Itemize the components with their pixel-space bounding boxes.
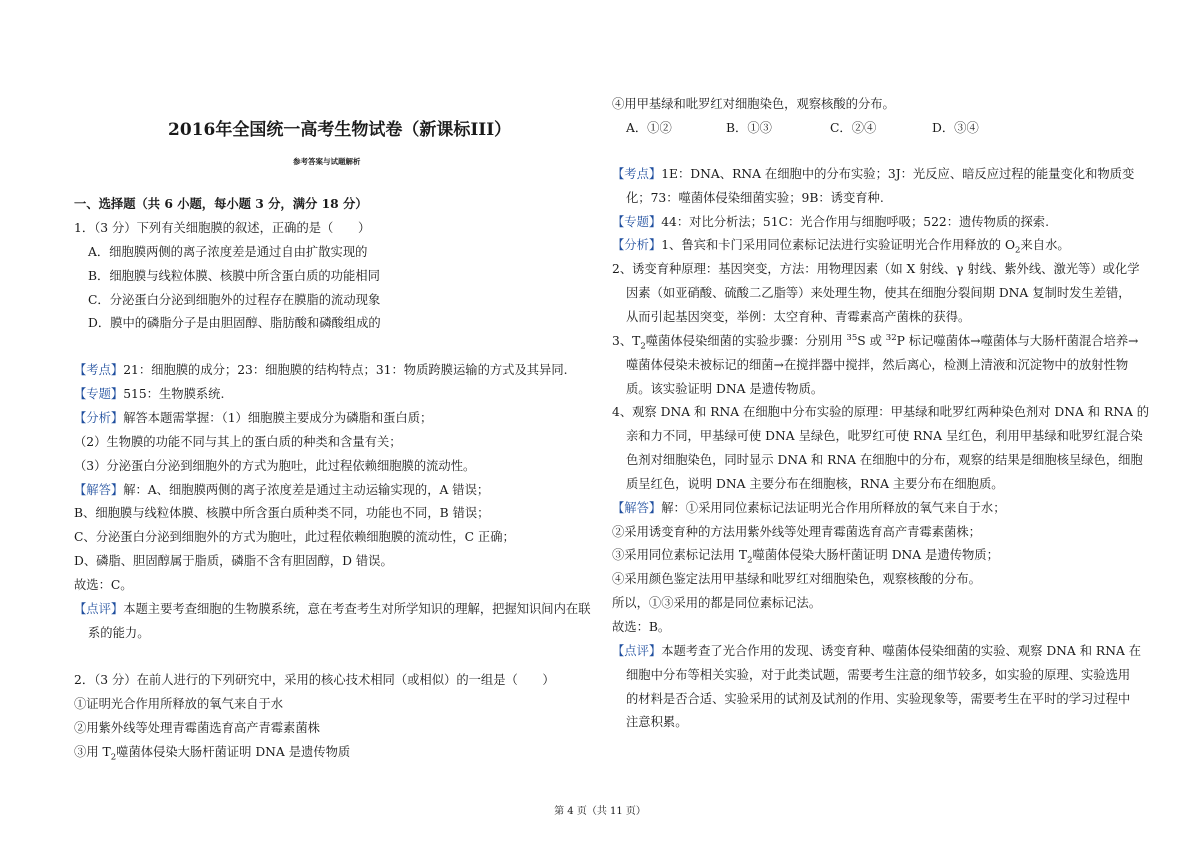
q2-fenxi-4-line-4: 质呈红色，说明 DNA 主要分布在细胞核，RNA 主要分布在细胞质。: [626, 477, 1004, 491]
q2-fenxi-3-sub: 2: [640, 341, 646, 352]
q2-item-3-pre: ③用 T: [74, 745, 111, 759]
fenxi-tag: 【分析】: [74, 411, 124, 425]
q2-jieda-2: ②采用诱变育种的方法用紫外线等处理青霉菌选育高产青霉素菌株；: [612, 525, 981, 539]
q1-zhuanti: [74, 386, 224, 402]
q1-jieda-line-2: B、细胞膜与线粒体膜、核膜中所含蛋白质种类不同，功能也不同，B 错误；: [74, 506, 490, 520]
fenxi-tag: 【分析】: [612, 238, 662, 252]
q1-dianping-line-1: 本题主要考查细胞的生物膜系统，意在考查考生对所学知识的理解，把握知识间内在联: [123, 602, 591, 616]
q2-dianping-line-3: 的材料是否合适、实验采用的试剂及试剂的作用、实验现象等，需要考生在平时的学习过程中: [626, 692, 1131, 706]
q2-fenxi-1-sub: 2: [1015, 245, 1021, 256]
page-subtitle: 参考答案与试题解析: [293, 157, 361, 166]
q2-item-3-sub: 2: [110, 752, 117, 763]
q2-item-4: ④用甲基绿和吡罗红对细胞染色，观察核酸的分布。: [612, 97, 895, 111]
q2-fenxi-3-a: 3、T: [612, 334, 641, 348]
q2-fenxi-4-line-2: 亲和力不同，甲基绿可使 DNA 呈绿色，吡罗红可使 RNA 呈红色，利用甲基绿和吡罗红混合染: [626, 429, 1143, 443]
q2-item-3: [74, 744, 351, 763]
q2-fenxi-3-sup-1: 35: [846, 332, 858, 343]
q1-fenxi-line-3: （3）分泌蛋白分泌到细胞外的方式为胞吐，此过程依赖细胞膜的流动性。: [74, 459, 476, 473]
q1-fenxi: [74, 410, 432, 426]
q2-fenxi-4-line-1: 4、观察 DNA 和 RNA 在细胞中分布实验的原理：甲基绿和吡罗红两种染色剂对 DNA 和 RNA 的: [612, 405, 1150, 419]
dianping-tag: 【点评】: [612, 644, 662, 658]
q2-fenxi-1-post: 来自水。: [1020, 238, 1070, 252]
zhuanti-tag: 【专题】: [612, 215, 662, 229]
q2-stem: 2．（3 分）在前人进行的下列研究中，采用的核心技术相同（或相似）的一组是（ ）: [74, 673, 555, 687]
q1-kaodian: [74, 362, 568, 378]
q2-fenxi-1: [612, 237, 1070, 256]
q1-stem: 1．（3 分）下列有关细胞膜的叙述，正确的是（ ）: [74, 221, 371, 235]
q1-jieda: [74, 482, 489, 498]
q2-option-b: B．①③: [726, 121, 772, 135]
q2-option-a: A．①②: [626, 121, 672, 135]
q2-kaodian: [612, 166, 1134, 182]
kaodian-tag: 【考点】: [612, 167, 662, 181]
section-heading: 一、选择题（共 6 小题，每小题 3 分，满分 18 分）: [74, 196, 368, 211]
dianping-tag: 【点评】: [74, 602, 124, 616]
q2-kaodian-line-1: 1E：DNA、RNA 在细胞中的分布实验；3J：光反应、暗反应过程的能量变化和物质变: [661, 167, 1135, 181]
q2-item-2: ②用紫外线等处理青霉菌选育高产青霉素菌株: [74, 721, 320, 735]
jieda-tag: 【解答】: [612, 501, 662, 515]
q1-jieda-line-1: 解：A、细胞膜两侧的离子浓度差是通过主动运输实现的，A 错误；: [123, 483, 490, 497]
q1-jieda-line-3: C、分泌蛋白分泌到细胞外的方式为胞吐，此过程依赖细胞膜的流动性，C 正确；: [74, 530, 515, 544]
q2-fenxi-3-line-2: 噬菌体侵染未被标记的细菌→在搅拌器中搅拌，然后离心，检测上清液和沉淀物中的放射性物: [626, 358, 1129, 372]
page-title: 2016年全国统一高考生物试卷（新课标III）: [168, 120, 512, 140]
q2-dianping-line-2: 细胞中分布等相关实验，对于此类试题，需要考生注意的细节较多，如实验的原理、实验选用: [626, 668, 1131, 682]
q2-zhuanti: [612, 214, 1049, 230]
q1-dianping-line-2: 系的能力。: [88, 626, 150, 640]
q2-answer: 故选：B。: [612, 620, 671, 634]
q1-option-b: B．细胞膜与线粒体膜、核膜中所含蛋白质的功能相同: [88, 269, 380, 283]
q2-dianping: [612, 643, 1141, 659]
q2-item-1: ①证明光合作用所释放的氧气来自于水: [74, 697, 284, 711]
q2-fenxi-3-line-3: 质。该实验证明 DNA 是遗传物质。: [626, 382, 824, 396]
q2-fenxi-2-line-2: 因素（如亚硝酸、硫酸二乙脂等）来处理生物，使其在细胞分裂间期 DNA 复制时发生差错，: [626, 286, 1131, 300]
kaodian-tag: 【考点】: [74, 363, 124, 377]
q2-fenxi-3-b: 噬菌体侵染细菌的实验步骤：分别用: [645, 334, 847, 348]
q2-jieda-3: [612, 547, 999, 566]
q2-option-d: D．③④: [932, 121, 979, 135]
q2-jieda-1: [612, 500, 1006, 516]
jieda-tag: 【解答】: [74, 483, 124, 497]
q2-jieda-1-text: 解：①采用同位素标记法证明光合作用所释放的氧气来自于水；: [661, 501, 1006, 515]
q2-jieda-3-post: 噬菌体侵染大肠杆菌证明 DNA 是遗传物质；: [752, 548, 999, 562]
zhuanti-tag: 【专题】: [74, 387, 124, 401]
q1-zhuanti-text: 515：生物膜系统.: [123, 387, 225, 401]
q1-option-d: D．膜中的磷脂分子是由胆固醇、脂肪酸和磷酸组成的: [88, 316, 381, 330]
q2-fenxi-3-sup-2: 32: [885, 332, 897, 343]
q2-fenxi-3-c: S 或: [857, 334, 886, 348]
q2-fenxi-3-d: P 标记噬菌体→噬菌体与大肠杆菌混合培养→: [896, 334, 1139, 348]
q2-option-c: C．②④: [830, 121, 877, 135]
q1-option-c: C．分泌蛋白分泌到细胞外的过程存在膜脂的流动现象: [88, 293, 381, 307]
q1-answer: 故选：C。: [74, 578, 133, 592]
q2-fenxi-4-line-3: 色剂对细胞染色，同时显示 DNA 和 RNA 在细胞中的分布，观察的结果是细胞核呈绿色，细胞: [626, 453, 1143, 467]
q2-kaodian-line-2: 化；73：噬菌体侵染细菌实验；9B：诱变育种.: [626, 191, 884, 205]
q2-fenxi-2-line-1: 2、诱变育种原理：基因突变，方法：用物理因素（如 X 射线、γ 射线、紫外线、激光等）或化学: [612, 262, 1140, 276]
q2-item-3-post: 噬菌体侵染大肠杆菌证明 DNA 是遗传物质: [116, 745, 351, 759]
q2-fenxi-1-pre: 1、鲁宾和卡门采用同位素标记法进行实验证明光合作用释放的 O: [661, 238, 1016, 252]
q1-kaodian-text: 21：细胞膜的成分；23：细胞膜的结构特点；31：物质跨膜运输的方式及其异同.: [123, 363, 568, 377]
page-footer: 第 4 页（共 11 页）: [554, 806, 646, 817]
q2-zhuanti-text: 44：对比分析法；51C：光合作用与细胞呼吸；522：遗传物质的探索.: [661, 215, 1050, 229]
q2-jieda-5: 所以，①③采用的都是同位素标记法。: [612, 596, 822, 610]
q1-fenxi-line-2: （2）生物膜的功能不同与其上的蛋白质的种类和含量有关；: [74, 435, 402, 449]
q1-fenxi-line-1: 解答本题需掌握：（1）细胞膜主要成分为磷脂和蛋白质；: [123, 411, 433, 425]
q1-jieda-line-4: D、磷脂、胆固醇属于脂质，磷脂不含有胆固醇，D 错误。: [74, 554, 393, 568]
q2-jieda-3-pre: ③采用同位素标记法用 T: [612, 548, 748, 562]
q2-fenxi-3-line-1: [612, 332, 1139, 352]
q2-fenxi-2-line-3: 从而引起基因突变，举例：太空育种、青霉素高产菌株的获得。: [626, 310, 971, 324]
q2-jieda-3-sub: 2: [747, 555, 753, 566]
q2-jieda-4: ④采用颜色鉴定法用甲基绿和吡罗红对细胞染色，观察核酸的分布。: [612, 572, 981, 586]
q2-dianping-line-1: 本题考查了光合作用的发现、诱变育种、噬菌体侵染细菌的实验、观察 DNA 和 RNA 在: [661, 644, 1142, 658]
q1-option-a: A．细胞膜两侧的离子浓度差是通过自由扩散实现的: [88, 245, 368, 259]
q2-dianping-line-4: 注意积累。: [626, 715, 688, 729]
q1-dianping: [74, 601, 591, 617]
